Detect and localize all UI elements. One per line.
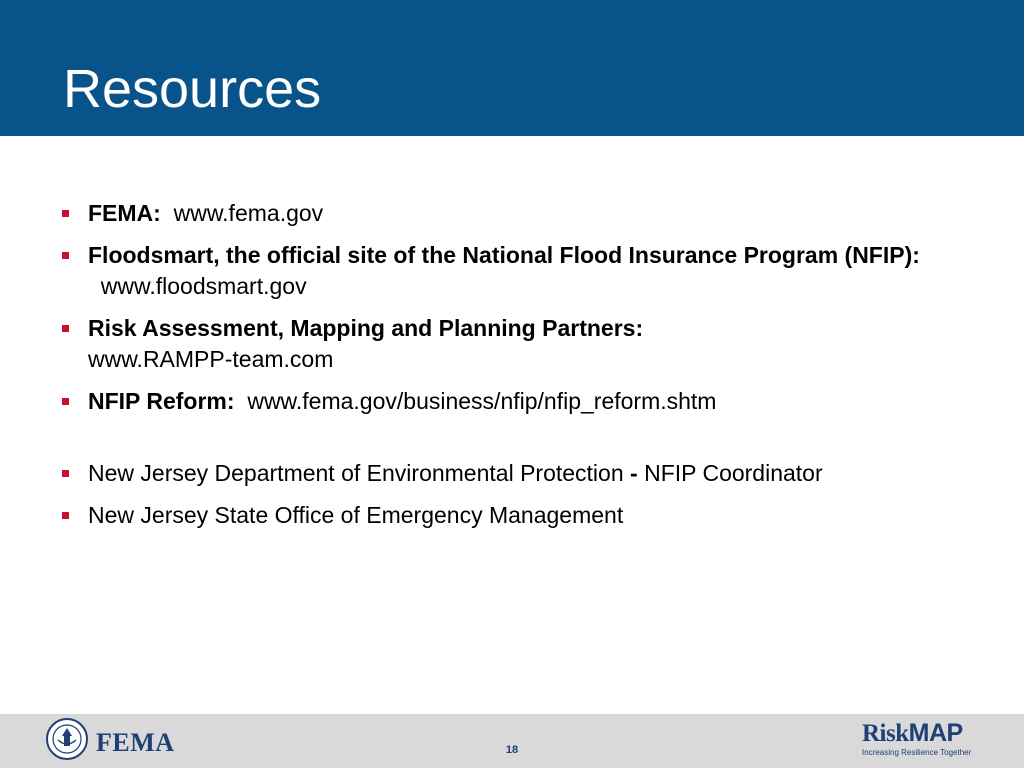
list-item — [62, 500, 962, 531]
list-item — [62, 386, 962, 417]
page-number: 18 — [505, 744, 519, 756]
resource-name: Risk Assessment, Mapping and Planning Partners: — [88, 315, 644, 341]
riskmap-logo: RiskMAP Increasing Resilience Together — [862, 719, 972, 757]
slide-footer — [0, 714, 1024, 768]
bullet-icon — [62, 470, 69, 477]
contact-text: New Jersey Department of Environmental Protection — [88, 460, 631, 486]
bullet-icon — [62, 252, 69, 259]
bullet-icon — [62, 512, 69, 519]
list-item — [62, 313, 962, 375]
fema-logo: FEMA — [96, 728, 175, 757]
bullet-icon — [62, 325, 69, 332]
bullet-icon — [62, 398, 69, 405]
resource-name: NFIP Reform: — [88, 388, 235, 414]
riskmap-tagline: Increasing Resilience Together — [862, 748, 972, 757]
slide-title: Resources — [63, 59, 322, 119]
resource-name: Floodsmart, the official site of the National Flood Insurance Program (NFIP): — [88, 242, 920, 268]
list-item — [62, 240, 962, 302]
resource-link[interactable]: www.fema.gov/business/nfip/nfip_reform.shtm — [247, 388, 717, 414]
bullet-icon — [62, 210, 69, 217]
list-item — [62, 198, 962, 229]
title-bar — [0, 0, 1024, 136]
resource-name: FEMA: — [88, 200, 161, 226]
dhs-seal-icon — [46, 718, 88, 760]
contact-text: New Jersey State Office of Emergency Management — [88, 502, 624, 528]
resource-link[interactable]: www.fema.gov — [173, 200, 324, 226]
resource-link[interactable]: www.floodsmart.gov — [100, 273, 307, 299]
bullet-list — [62, 198, 962, 542]
resource-link[interactable]: www.RAMPP-team.com — [88, 346, 334, 372]
contact-role: NFIP Coordinator — [637, 460, 823, 486]
list-item: New Jersey Department of Environmental Protection - NFIP Coordinator — [62, 458, 962, 489]
